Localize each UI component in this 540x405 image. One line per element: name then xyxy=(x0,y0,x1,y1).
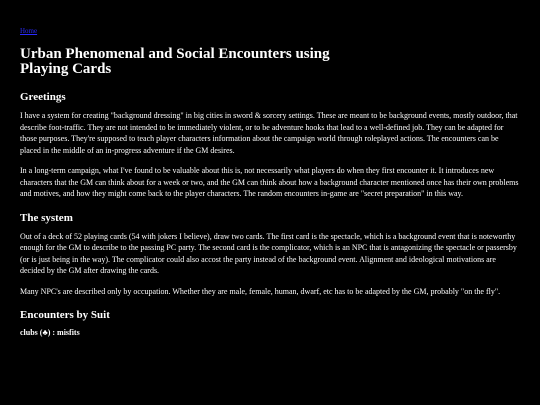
subheading-clubs-misfits: clubs (♣) : misfits xyxy=(20,328,80,337)
home-link[interactable]: Home xyxy=(20,27,38,35)
section-heading-encounters-by-suit: Encounters by Suit xyxy=(20,309,110,321)
paragraph-system-2: Many NPC's are described only by occupation. Whether they are male, female, human, dwarf, etc has to be adapted by the GM, probably "on the fly". xyxy=(20,286,501,296)
page-content xyxy=(20,27,520,338)
section-heading-greetings: Greetings xyxy=(20,91,66,103)
paragraph-greetings-1: I have a system for creating "background dressing" in big cities in sword & sorcery settings. These are meant to be background events, mostly outdoor, that describe foot-traffic. They are not intended to be immediately violent, or to be adventure hooks that lead to a well-defined job. They can be adapted for those purposes. They're supposed to teach player characters information about the campaign world through roleplayed actions. The encounters can be placed in the middle of an in-progress adventure if the GM desires. xyxy=(20,111,518,155)
section-heading-the-system: The system xyxy=(20,211,73,224)
paragraph-system-1: Out of a deck of 52 playing cards (54 with jokers I believe), draw two cards. The first card is the spectacle, which is a background event that is noteworthy enough for the GM to describe to the passing PC party. The second card is the complicator, which is an NPC that is antagonizing the spectacle or passersby (or is just being in the way). The complicator could also accost the party instead of the background event. Alignment and ideological motivations are decided by the GM after drawing the cards. xyxy=(20,231,517,275)
page-title: Urban Phenomenal and Social Encounters using Playing Cards xyxy=(20,46,330,77)
paragraph-greetings-2: In a long-term campaign, what I've found to be valuable about this is, not necessarily what players do when they first encounter it. It introduces new characters that the GM can think about for a week or two, and the GM can think about how a background character mentioned once has their own problems and motives, and how they might come back to the player characters. The random encounters in-game are "secret preparation" in this way. xyxy=(20,166,519,198)
